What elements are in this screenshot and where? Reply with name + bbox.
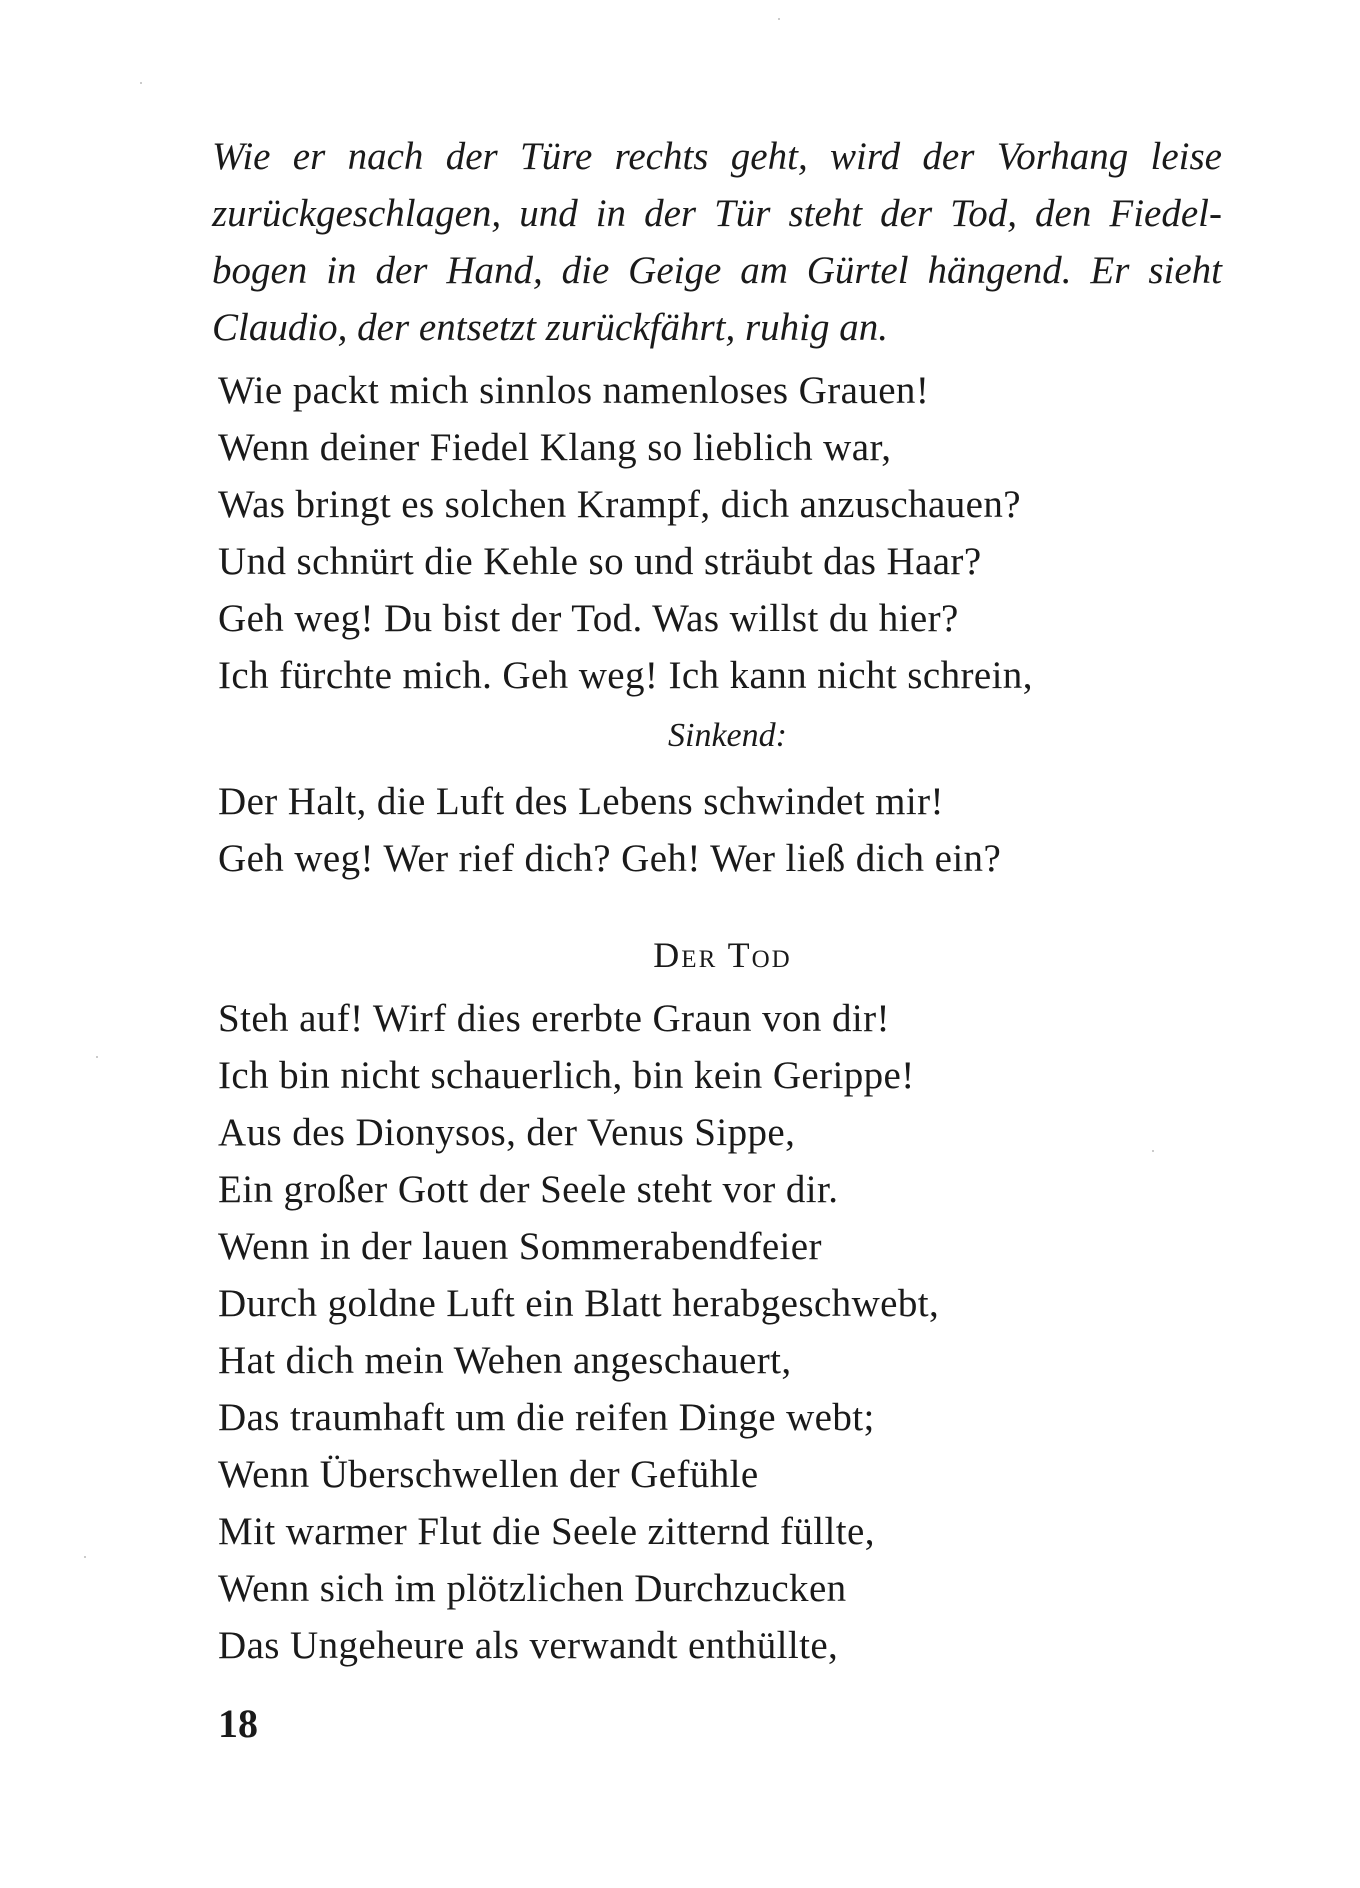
verse-line: Was bringt es solchen Krampf, dich anzuschauen? [218, 483, 1021, 526]
paper-speck [140, 82, 142, 84]
stage-direction-line: bogen in der Hand, die Geige am Gürtel hängend. Er sieht [212, 249, 1222, 292]
verse-line: Das Ungeheure als verwandt enthüllte, [218, 1624, 839, 1667]
paper-speck [1152, 1150, 1154, 1152]
paper-speck [778, 18, 780, 20]
page-number: 18 [218, 1701, 258, 1746]
stage-direction [212, 128, 1222, 356]
tod-verse-block [218, 990, 939, 1674]
verse-line: Wenn deiner Fiedel Klang so lieblich war, [218, 426, 892, 469]
speaker-heading: Der Tod [653, 935, 792, 975]
claudio-verse-block-2 [218, 773, 1001, 887]
verse-line: Durch goldne Luft ein Blatt herabgeschwebt, [218, 1282, 940, 1325]
verse-line: Hat dich mein Wehen angeschauert, [218, 1339, 792, 1382]
verse-line: Wenn sich im plötzlichen Durchzucken [218, 1567, 847, 1610]
verse-line: Ein großer Gott der Seele steht vor dir. [218, 1168, 839, 1211]
stage-direction-line: zurückgeschlagen, und in der Tür steht der Tod, den Fiedel- [212, 192, 1222, 235]
verse-line: Wie packt mich sinnlos namenloses Grauen! [218, 369, 930, 412]
stage-direction-line: Claudio, der entsetzt zurückfährt, ruhig an. [212, 306, 888, 349]
paper-speck [84, 1556, 86, 1558]
claudio-verse-block [218, 362, 1033, 704]
verse-line: Aus des Dionysos, der Venus Sippe, [218, 1111, 796, 1154]
verse-line: Das traumhaft um die reifen Dinge webt; [218, 1396, 875, 1439]
verse-line: Wenn in der lauen Sommerabendfeier [218, 1225, 822, 1268]
verse-line: Ich fürchte mich. Geh weg! Ich kann nicht schrein, [218, 654, 1033, 697]
verse-line: Wenn Überschwellen der Gefühle [218, 1453, 759, 1496]
paper-speck [96, 1056, 98, 1058]
verse-line: Geh weg! Wer rief dich? Geh! Wer ließ dich ein? [218, 837, 1002, 880]
stage-direction-line: Wie er nach der Türe rechts geht, wird der Vorhang leise [212, 135, 1222, 178]
verse-line: Steh auf! Wirf dies ererbte Graun von dir! [218, 997, 890, 1040]
verse-line: Und schnürt die Kehle so und sträubt das Haar? [218, 540, 982, 583]
stage-cue-sinkend: Sinkend: [668, 717, 787, 754]
verse-line: Mit warmer Flut die Seele zitternd füllte, [218, 1510, 875, 1553]
verse-line: Geh weg! Du bist der Tod. Was willst du hier? [218, 597, 959, 640]
verse-line: Ich bin nicht schauerlich, bin kein Gerippe! [218, 1054, 915, 1097]
verse-line: Der Halt, die Luft des Lebens schwindet mir! [218, 780, 944, 823]
